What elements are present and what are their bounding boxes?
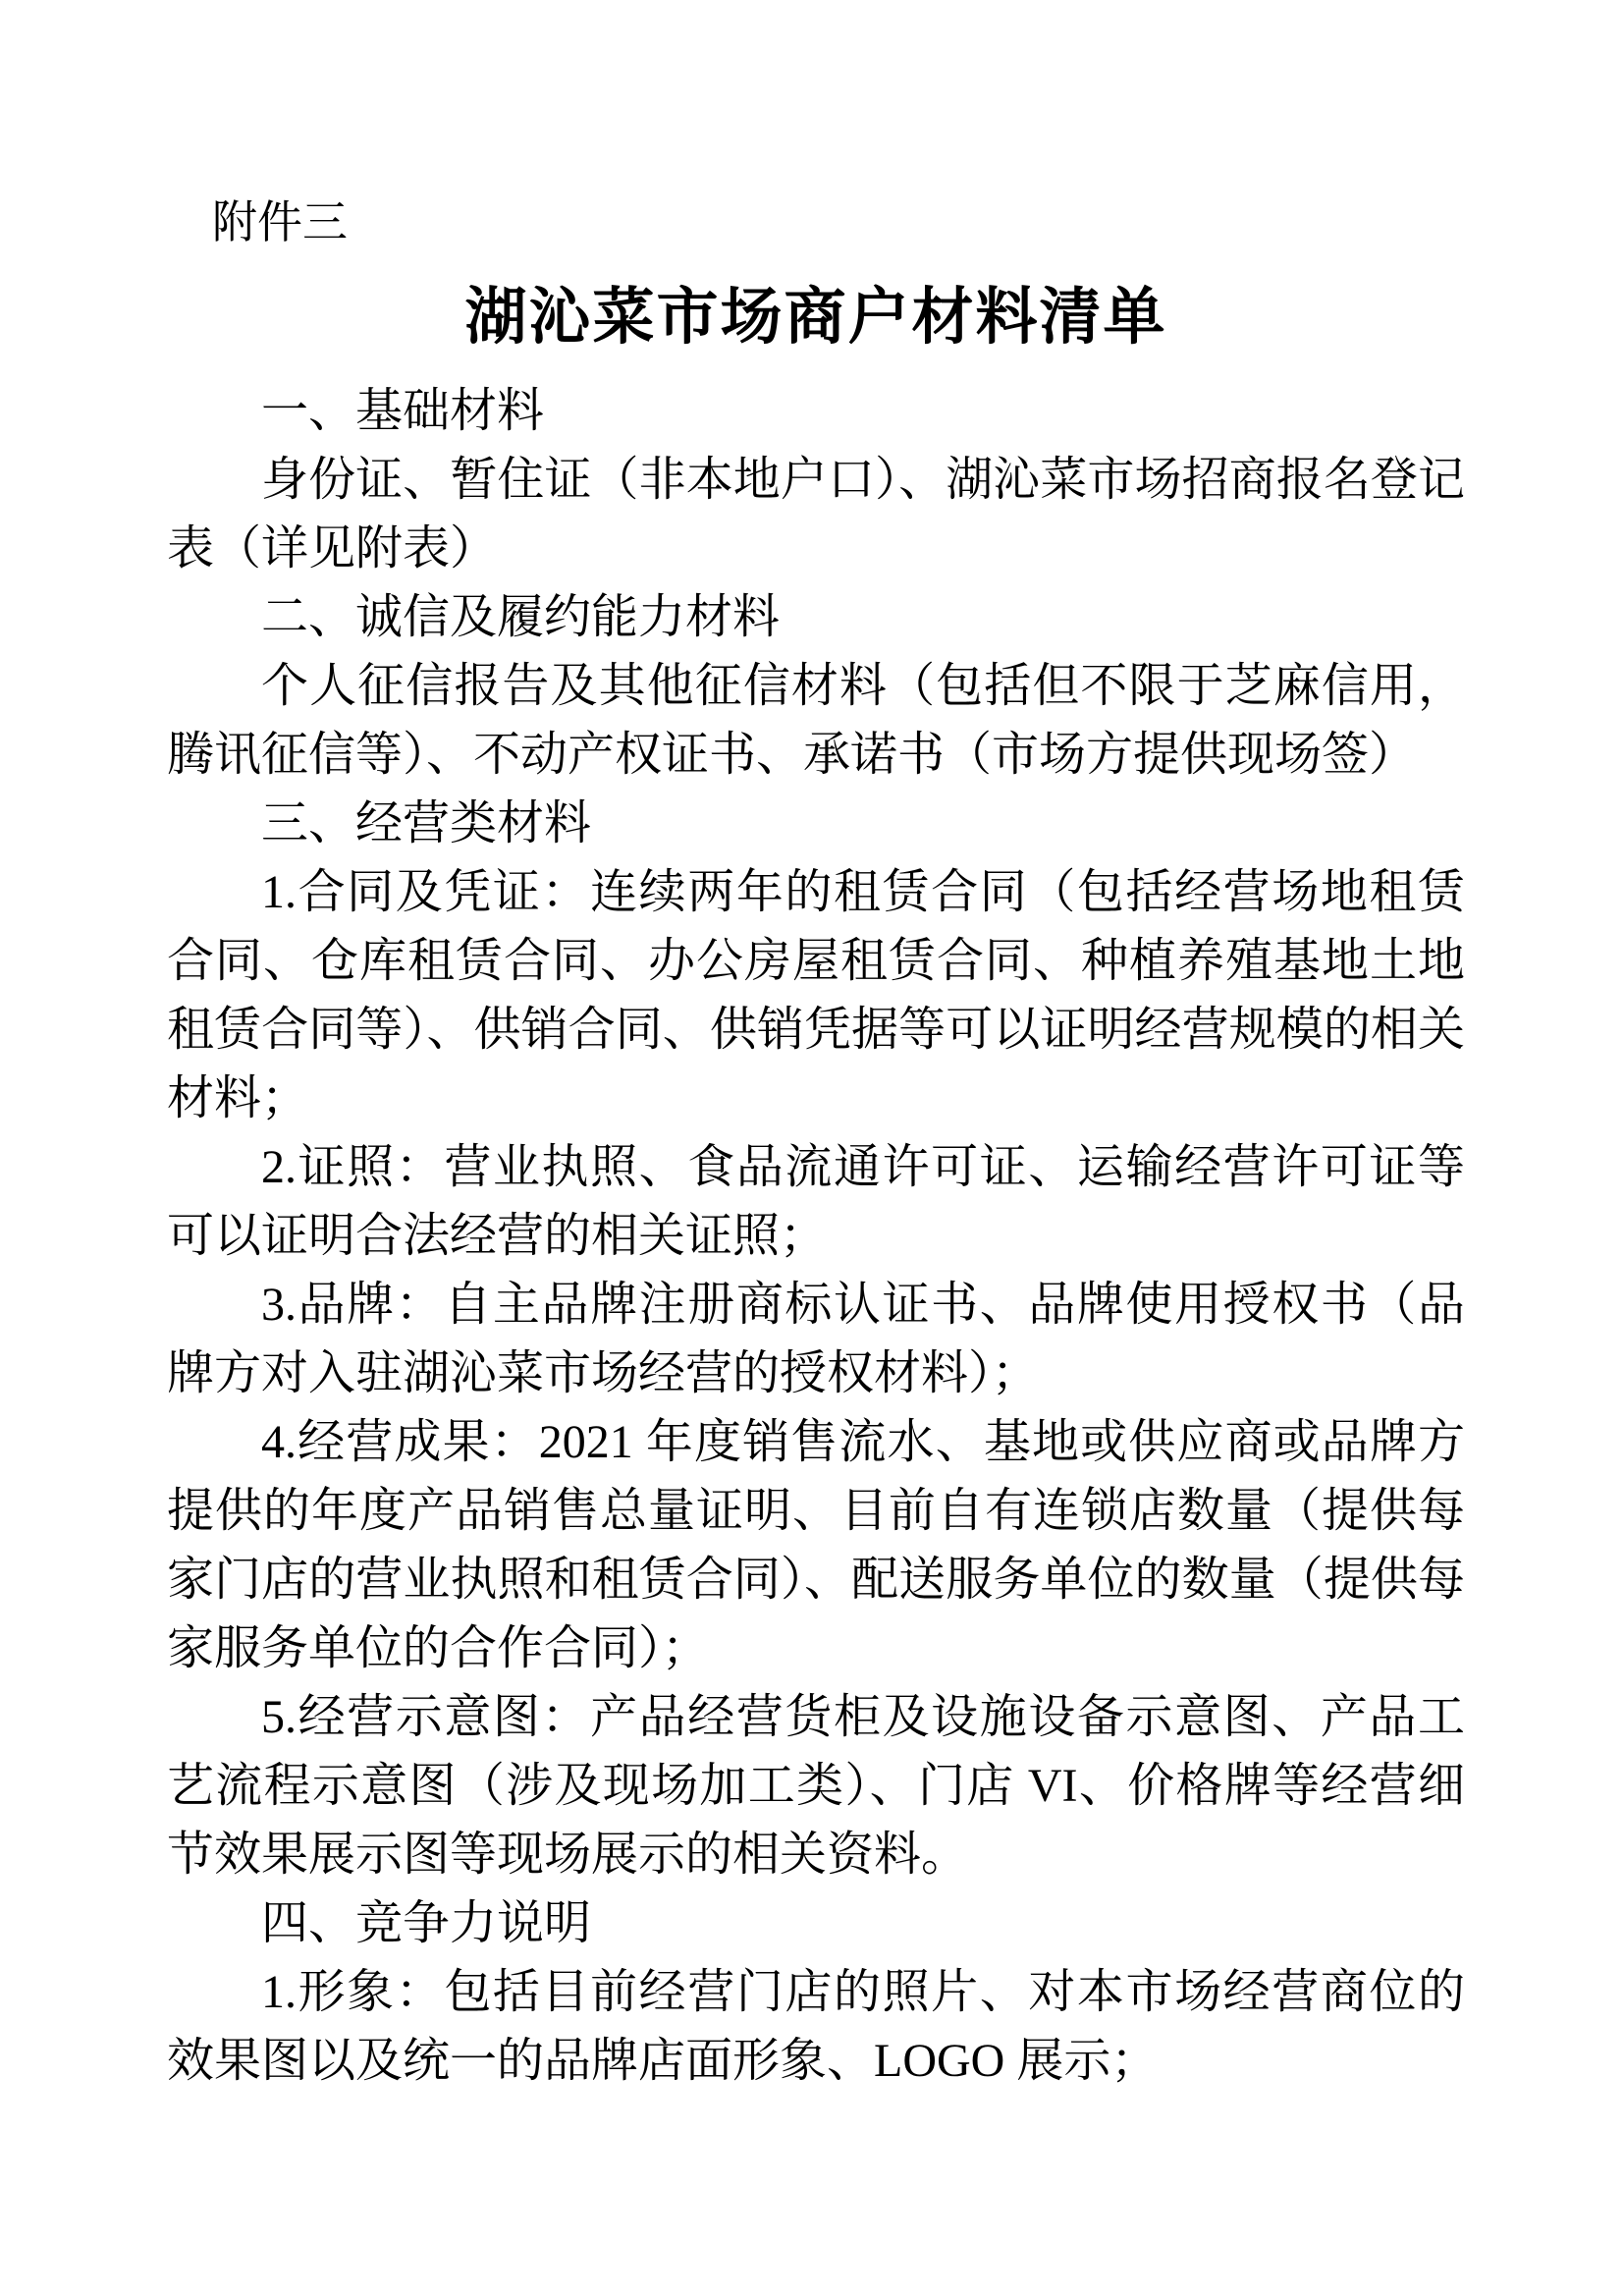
paragraph-business-results: 4.经营成果：2021 年度销售流水、基地或供应商或品牌方提供的年度产品销售总量证明、目前自有连锁店数量（提供每家门店的营业执照和租赁合同）、配送服务单位的数量（提供每家服务单位的合作合同）； <box>167 1416 1465 1674</box>
paragraph-basic-materials: 身份证、暂住证（非本地户口）、湖沁菜市场招商报名登记表（详见附表） <box>167 454 1465 574</box>
section-heading-2: 二、诚信及履约能力材料 <box>261 591 781 643</box>
paragraph-image: 1.形象：包括目前经营门店的照片、对本市场经营商位的效果图以及统一的品牌店面形象、LOGO 展示； <box>167 1966 1465 2087</box>
paragraph-contracts: 1.合同及凭证：连续两年的租赁合同（包括经营场地租赁合同、仓库租赁合同、办公房屋租赁合同、种植养殖基地土地租赁合同等）、供销合同、供销凭据等可以证明经营规模的相关材料； <box>167 866 1465 1124</box>
paragraph-licenses: 2.证照：营业执照、食品流通许可证、运输经营许可证等可以证明合法经营的相关证照； <box>167 1141 1465 1262</box>
paragraph-brand: 3.品牌：自主品牌注册商标认证书、品牌使用授权书（品牌方对入驻湖沁菜市场经营的授权材料）； <box>167 1279 1465 1399</box>
section-heading-3: 三、经营类材料 <box>261 797 592 849</box>
paragraph-credit-materials: 个人征信报告及其他征信材料（包括但不限于芝麻信用，腾讯征信等）、不动产权证书、承诺书（市场方提供现场签） <box>167 660 1465 781</box>
page-title: 湖沁菜市场商户材料清单 <box>464 283 1167 352</box>
section-heading-4: 四、竞争力说明 <box>261 1897 592 1949</box>
section-heading-1: 一、基础材料 <box>261 385 545 437</box>
paragraph-business-diagrams: 5.经营示意图：产品经营货柜及设施设备示意图、产品工艺流程示意图（涉及现场加工类）、门店 VI、价格牌等经营细节效果展示图等现场展示的相关资料。 <box>167 1691 1465 1881</box>
attachment-label: 附件三 <box>212 197 348 247</box>
document-content <box>167 194 1465 2096</box>
